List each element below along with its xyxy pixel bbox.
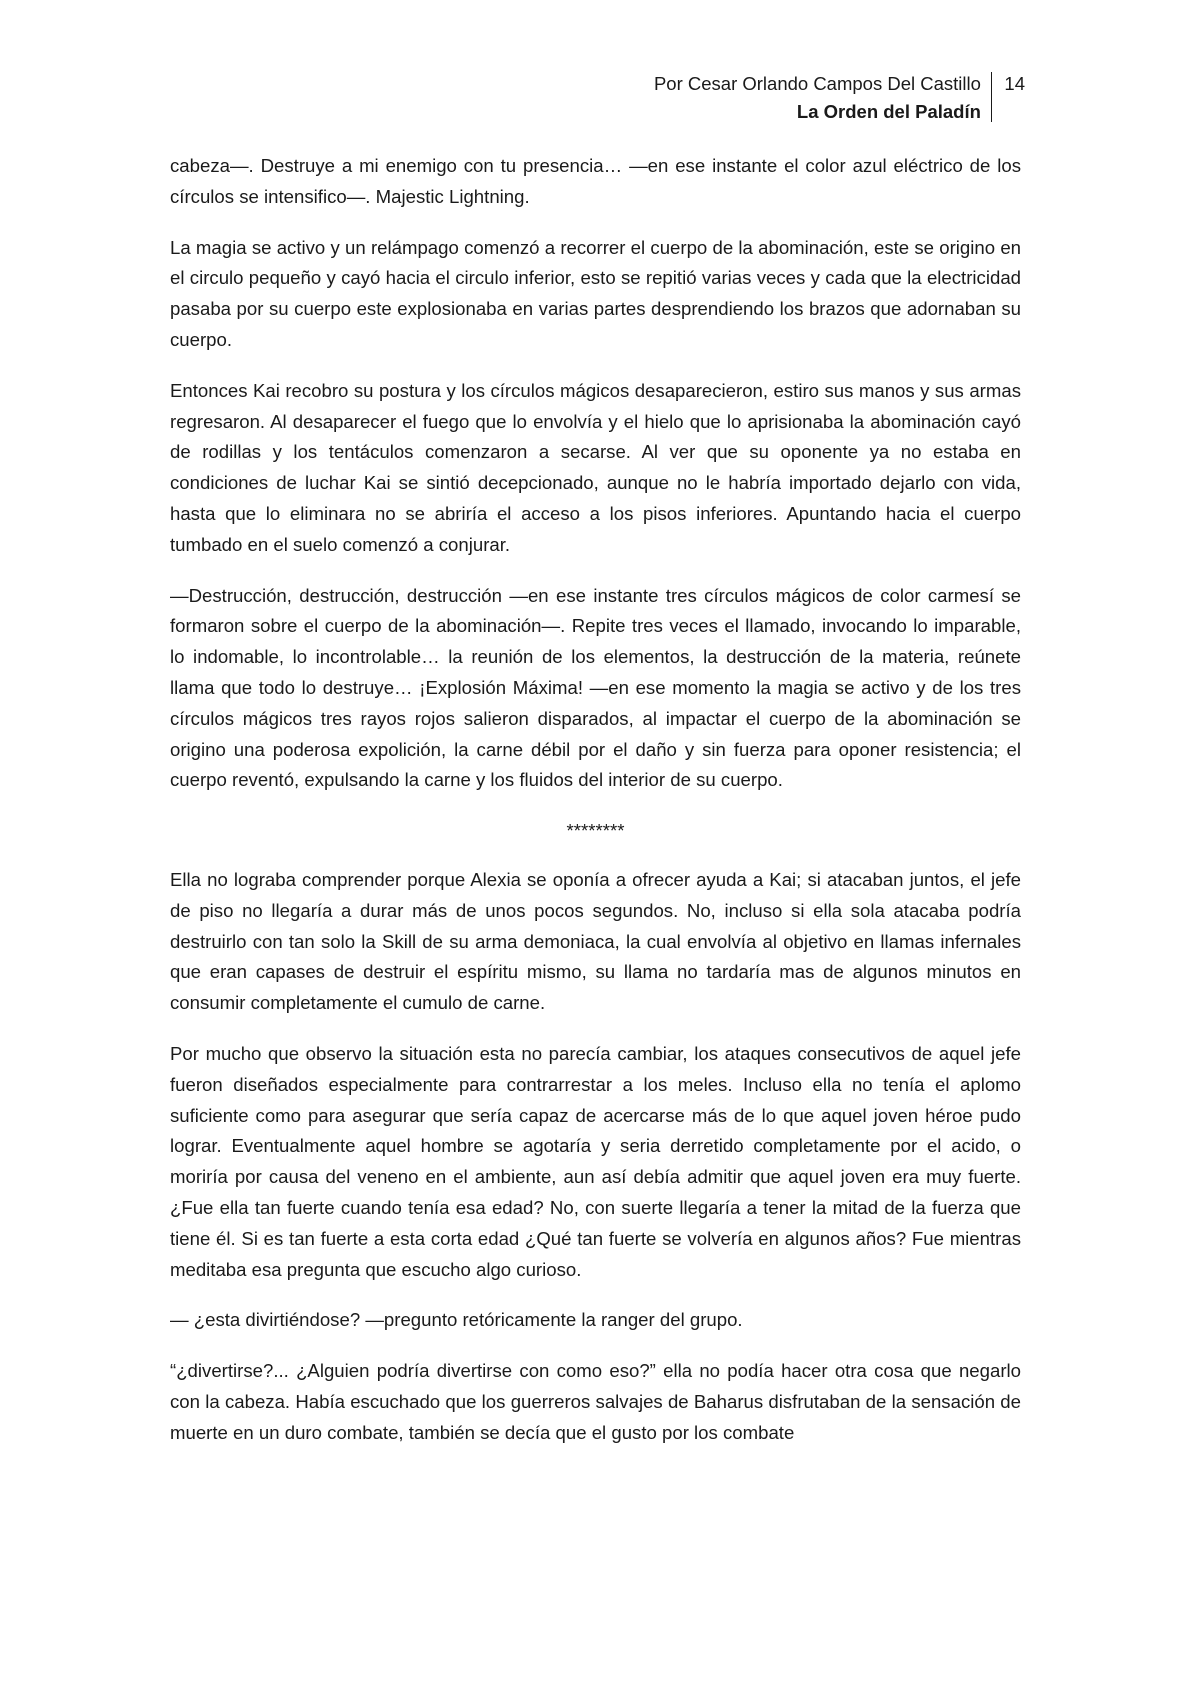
page-header [654, 70, 1025, 126]
book-title: La Orden del Paladín [796, 101, 981, 122]
paragraph: — ¿esta divirtiéndose? —pregunto retóricamente la ranger del grupo. [170, 1309, 743, 1331]
paragraph: La magia se activo y un relámpago comenzó a recorrer el cuerpo de la abominación, este se origino en el circulo pequeño y cayó hacia el circulo inferior, esto se repitió varias veces y cada que la electricidad pasaba por su cuerpo este explosionaba en varias partes desprendiendo los brazos que adornaban su cuerpo. [170, 236, 1021, 350]
page-body [170, 151, 1021, 1468]
author-name: Por Cesar Orlando Campos Del Castillo [653, 73, 981, 94]
scene-separator: ******** [566, 820, 625, 842]
page-number: 14 [1004, 73, 1025, 94]
paragraph: Por mucho que observo la situación esta no parecía cambiar, los ataques consecutivos de aquel jefe fueron diseñados especialmente para contrarrestar a los meles. Incluso ella no tenía el aplomo suficiente como para asegurar que sería capaz de acercarse más de lo que aquel joven héroe pudo lograr. Eventualmente aquel hombre se agotaría y seria derretido completamente por el acido, o moriría por causa del veneno en el ambiente, aun así debía admitir que aquel joven era muy fuerte. ¿Fue ella tan fuerte cuando tenía esa edad? No, con suerte llegaría a tener la mitad de la fuerza que tiene él. Si es tan fuerte a esta corta edad ¿Qué tan fuerte se volvería en algunos años? Fue mientras meditaba esa pregunta que escucho algo curioso. [170, 1042, 1021, 1280]
paragraph: “¿divertirse?... ¿Alguien podría divertirse con como eso?” ella no podía hacer otra cosa que negarlo con la cabeza. Había escuchado que los guerreros salvajes de Baharus disfrutaban de la sensación de muerte en un duro combate, también se decía que el gusto por los combate [170, 1360, 1021, 1443]
paragraph: cabeza—. Destruye a mi enemigo con tu presencia… —en ese instante el color azul eléctrico de los círculos se intensifico—. Majestic Lightning. [170, 155, 1021, 207]
paragraph: —Destrucción, destrucción, destrucción —en ese instante tres círculos mágicos de color carmesí se formaron sobre el cuerpo de la abominación—. Repite tres veces el llamado, invocando lo imparable, lo indomable, lo incontrolable… la reunión de los elementos, la destrucción de la materia, reúnete llama que todo lo destruye… ¡Explosión Máxima! —en ese momento la magia se activo y de los tres círculos mágicos tres rayos rojos salieron disparados, al impactar el cuerpo de la abominación se origino una poderosa expolición, la carne débil por el daño y sin fuerza para oponer resistencia; el cuerpo reventó, expulsando la carne y los fluidos del interior de su cuerpo. [170, 584, 1021, 791]
header-text [654, 70, 991, 126]
paragraph: Entonces Kai recobro su postura y los círculos mágicos desaparecieron, estiro sus manos y sus armas regresaron. Al desaparecer el fuego que lo envolvía y el hielo que lo aprisionaba la abominación cayó de rodillas y los tentáculos comenzaron a secarse. Al ver que su oponente ya no estaba en condiciones de luchar Kai se sintió decepcionado, aunque no le habría importado dejarlo con vida, hasta que lo eliminara no se abriría el acceso a los pisos inferiores. Apuntando hacia el cuerpo tumbado en el suelo comenzó a conjurar. [170, 379, 1021, 555]
paragraph: Ella no lograba comprender porque Alexia se oponía a ofrecer ayuda a Kai; si atacaban juntos, el jefe de piso no llegaría a durar más de unos pocos segundos. No, incluso si ella sola atacaba podría destruirlo con tan solo la Skill de su arma demoniaca, la cual envolvía al objetivo en llamas infernales que eran capases de destruir el espíritu mismo, su llama no tardaría mas de algunos minutos en consumir completamente el cumulo de carne. [170, 868, 1021, 1014]
